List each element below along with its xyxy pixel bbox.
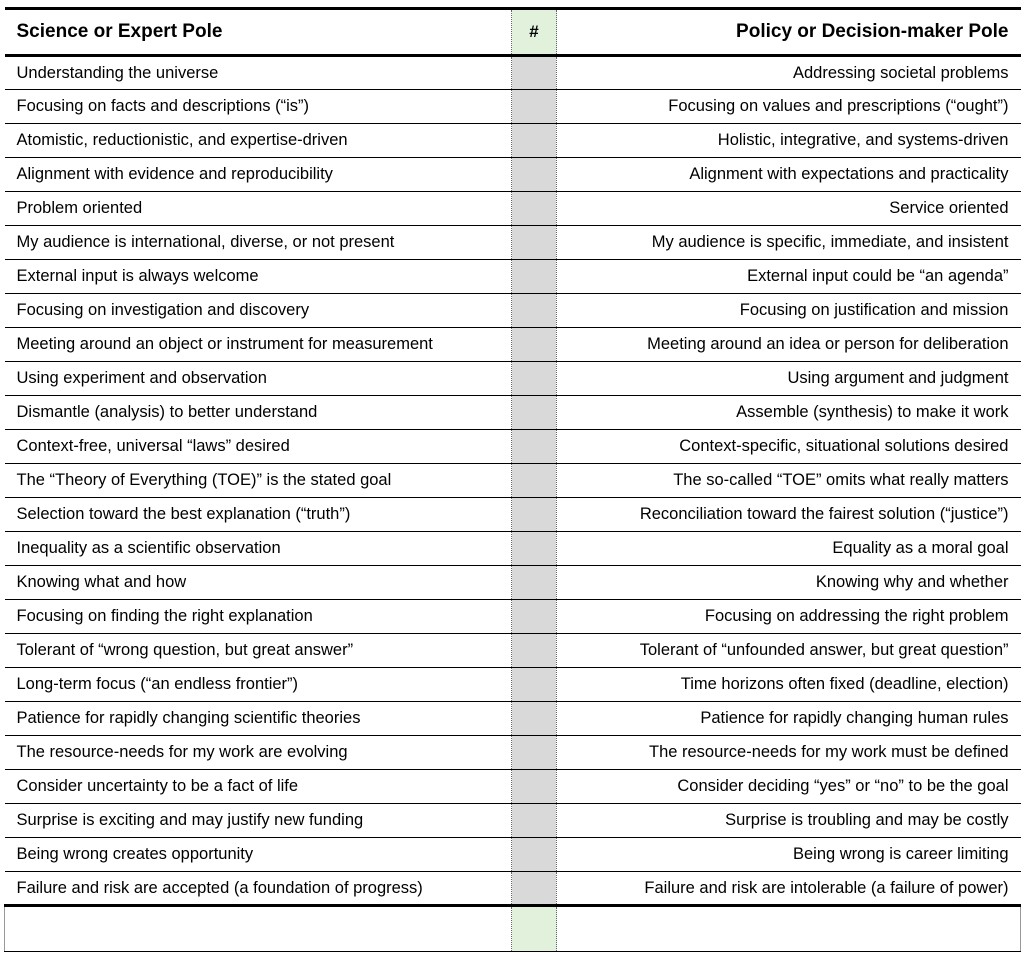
table-row (5, 294, 1021, 328)
policy-pole-statement: Context-specific, situational solutions desired (557, 430, 1021, 464)
science-pole-statement: Atomistic, reductionistic, and expertise-driven (5, 124, 512, 158)
policy-pole-statement: Consider deciding “yes” or “no” to be the goal (557, 770, 1021, 804)
score-cell[interactable] (512, 396, 557, 430)
policy-pole-statement: Being wrong is career limiting (557, 838, 1021, 872)
policy-pole-statement: The so-called “TOE” omits what really matters (557, 464, 1021, 498)
table-row (5, 192, 1021, 226)
science-pole-statement: Long-term focus (“an endless frontier”) (5, 668, 512, 702)
score-cell[interactable] (512, 294, 557, 328)
table-row (5, 396, 1021, 430)
policy-pole-statement: Service oriented (557, 192, 1021, 226)
total-row (5, 906, 1021, 952)
science-pole-statement: Being wrong creates opportunity (5, 838, 512, 872)
policy-pole-statement: Addressing societal problems (557, 56, 1021, 90)
table-row (5, 226, 1021, 260)
table-row (5, 532, 1021, 566)
score-cell[interactable] (512, 226, 557, 260)
score-cell[interactable] (512, 634, 557, 668)
science-pole-statement: Failure and risk are accepted (a foundation of progress) (5, 872, 512, 906)
science-pole-statement: Problem oriented (5, 192, 512, 226)
score-cell[interactable] (512, 668, 557, 702)
science-pole-statement: The resource-needs for my work are evolving (5, 736, 512, 770)
score-cell[interactable] (512, 430, 557, 464)
policy-pole-statement: External input could be “an agenda” (557, 260, 1021, 294)
policy-pole-statement: Time horizons often fixed (deadline, election) (557, 668, 1021, 702)
policy-pole-statement: Assemble (synthesis) to make it work (557, 396, 1021, 430)
science-pole-statement: Tolerant of “wrong question, but great answer” (5, 634, 512, 668)
table-row (5, 668, 1021, 702)
policy-pole-statement: Meeting around an idea or person for deliberation (557, 328, 1021, 362)
science-pole-statement: External input is always welcome (5, 260, 512, 294)
science-pole-statement: Context-free, universal “laws” desired (5, 430, 512, 464)
score-cell[interactable] (512, 192, 557, 226)
score-cell[interactable] (512, 158, 557, 192)
table-row (5, 634, 1021, 668)
table-row (5, 804, 1021, 838)
header-number-column: # (512, 9, 557, 56)
score-cell[interactable] (512, 804, 557, 838)
policy-pole-statement: Reconciliation toward the fairest solution (“justice”) (557, 498, 1021, 532)
policy-pole-statement: Focusing on justification and mission (557, 294, 1021, 328)
policy-pole-statement: Focusing on addressing the right problem (557, 600, 1021, 634)
policy-pole-statement: Equality as a moral goal (557, 532, 1021, 566)
science-pole-statement: Knowing what and how (5, 566, 512, 600)
policy-pole-statement: Tolerant of “unfounded answer, but great question” (557, 634, 1021, 668)
science-pole-statement: Focusing on facts and descriptions (“is”) (5, 90, 512, 124)
poles-table (4, 7, 1021, 952)
table-row (5, 770, 1021, 804)
table-row (5, 362, 1021, 396)
score-cell[interactable] (512, 600, 557, 634)
pole-rows (5, 56, 1021, 906)
table-row (5, 838, 1021, 872)
policy-pole-statement: Failure and risk are intolerable (a failure of power) (557, 872, 1021, 906)
score-cell[interactable] (512, 872, 557, 906)
score-cell[interactable] (512, 838, 557, 872)
table-row (5, 600, 1021, 634)
science-pole-statement: Meeting around an object or instrument for measurement (5, 328, 512, 362)
science-pole-statement: Consider uncertainty to be a fact of life (5, 770, 512, 804)
score-cell[interactable] (512, 328, 557, 362)
policy-pole-statement: Patience for rapidly changing human rules (557, 702, 1021, 736)
policy-pole-statement: Holistic, integrative, and systems-driven (557, 124, 1021, 158)
policy-pole-statement: Knowing why and whether (557, 566, 1021, 600)
score-cell[interactable] (512, 90, 557, 124)
table-row (5, 430, 1021, 464)
science-pole-statement: Surprise is exciting and may justify new funding (5, 804, 512, 838)
policy-pole-statement: Focusing on values and prescriptions (“ought”) (557, 90, 1021, 124)
science-pole-statement: Focusing on finding the right explanation (5, 600, 512, 634)
score-cell[interactable] (512, 566, 557, 600)
science-pole-statement: Understanding the universe (5, 56, 512, 90)
science-pole-statement: My audience is international, diverse, or not present (5, 226, 512, 260)
policy-pole-statement: The resource-needs for my work must be defined (557, 736, 1021, 770)
header-science-pole: Science or Expert Pole (5, 9, 512, 56)
science-pole-statement: The “Theory of Everything (TOE)” is the stated goal (5, 464, 512, 498)
science-pole-statement: Patience for rapidly changing scientific theories (5, 702, 512, 736)
science-pole-statement: Inequality as a scientific observation (5, 532, 512, 566)
table-row (5, 464, 1021, 498)
score-cell[interactable] (512, 362, 557, 396)
table-row (5, 736, 1021, 770)
total-right-cell (557, 906, 1021, 952)
total-left-cell (5, 906, 512, 952)
policy-pole-statement: Using argument and judgment (557, 362, 1021, 396)
total-score-cell[interactable] (512, 906, 557, 952)
table-row (5, 328, 1021, 362)
table-row (5, 498, 1021, 532)
score-cell[interactable] (512, 532, 557, 566)
table-row (5, 158, 1021, 192)
science-pole-statement: Alignment with evidence and reproducibility (5, 158, 512, 192)
score-cell[interactable] (512, 498, 557, 532)
policy-pole-statement: Surprise is troubling and may be costly (557, 804, 1021, 838)
policy-pole-statement: Alignment with expectations and practicality (557, 158, 1021, 192)
score-cell[interactable] (512, 770, 557, 804)
science-pole-statement: Using experiment and observation (5, 362, 512, 396)
header-policy-pole: Policy or Decision-maker Pole (557, 9, 1021, 56)
table-row (5, 124, 1021, 158)
science-pole-statement: Dismantle (analysis) to better understand (5, 396, 512, 430)
score-cell[interactable] (512, 464, 557, 498)
table-row (5, 702, 1021, 736)
science-pole-statement: Focusing on investigation and discovery (5, 294, 512, 328)
score-cell[interactable] (512, 736, 557, 770)
table-row (5, 566, 1021, 600)
table-row (5, 260, 1021, 294)
table-row (5, 56, 1021, 90)
table-row (5, 872, 1021, 906)
header-row (5, 9, 1021, 56)
policy-pole-statement: My audience is specific, immediate, and insistent (557, 226, 1021, 260)
score-cell[interactable] (512, 702, 557, 736)
science-pole-statement: Selection toward the best explanation (“truth”) (5, 498, 512, 532)
score-cell[interactable] (512, 260, 557, 294)
table-row (5, 90, 1021, 124)
score-cell[interactable] (512, 124, 557, 158)
score-cell[interactable] (512, 56, 557, 90)
